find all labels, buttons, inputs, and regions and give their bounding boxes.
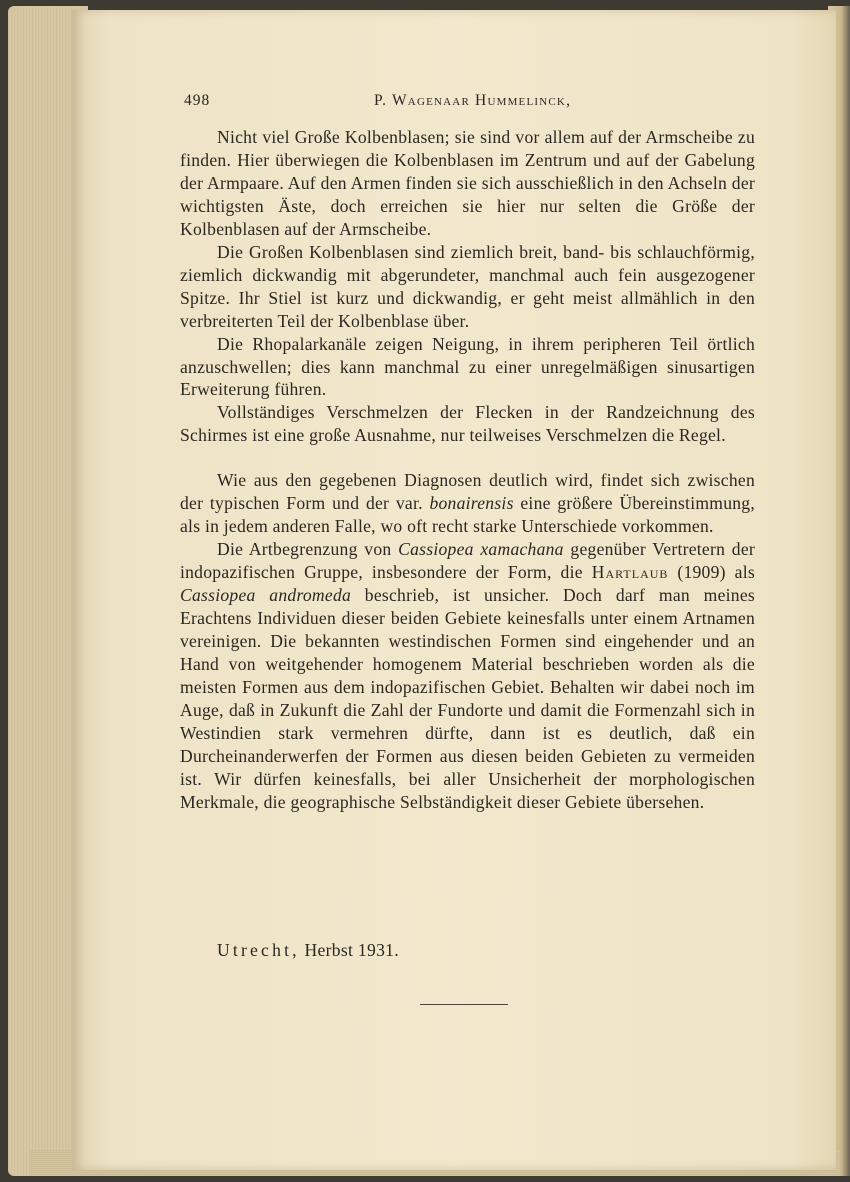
artbegrenzung-text-4: beschrieb, ist unsicher. Doch darf man meines Erachtens Individuen dieser beiden Gebiete keinesfalls unter einem Artnamen vereinigen. Die bekannten westindischen Formen sind eingehender und an Hand von weitgehender homogenem Material beschrieben worden als die meisten Formen aus dem indopazifischen Gebiet. Behalten wir dabei noch im Auge, daß in Zukunft die Zahl der Fundorte und damit die Formenzahl sich in Westindien stark vermehren dürfte, dann ist es deutlich, daß ein Durcheinanderwerfen der Formen aus diesen beiden Gebieten zu vermeiden ist. Wir dürfen keinesfalls, bei aller Unsicherheit der morphologischen Merkmale, die geographische Selbständigkeit dieser Gebiete übersehen.: [180, 585, 755, 812]
closing-date: Herbst 1931.: [304, 940, 399, 960]
artbegrenzung-text-1: Die Artbegrenzung von: [217, 539, 392, 560]
paragraph-randzeichnung: Vollständiges Verschmelzen der Flecken in der Randzeichnung des Schirmes ist eine große Ausnahme, nur teilweises Verschmelzen die Regel.: [180, 402, 755, 446]
variety-name-bonairensis: bonairensis: [429, 493, 514, 514]
paragraph-rhopalarkanaele: Die Rhopalarkanäle zeigen Neigung, in ihrem peripheren Teil örtlich anzuschwellen; dies kann manchmal zu einer unregelmäßigen sinusartigen Erweiterung führen.: [180, 333, 755, 400]
page-number: 498: [184, 92, 211, 109]
paragraph-diagnosen-text-1: Wie aus den gegebenen Diagnosen deutlich wird, findet sich zwischen der typischen Form und der var.: [180, 470, 755, 514]
closing-place-date: [217, 940, 399, 961]
paragraph-kolbenblasen-shape: Die Großen Kolbenblasen sind ziemlich breit, band- bis schlauchförmig, ziemlich dickwandig mit abgerundeter, manchmal auch fein ausgezogener Spitze. Ihr Stiel ist kurz und dickwandig, er geht meist allmählich in den verbreiterten Teil der Kolbenblase über.: [180, 241, 755, 331]
author-name-hartlaub: Hartlaub: [591, 562, 669, 583]
species-name-cassiopea-xamachana: Cassiopea xamachana: [398, 539, 564, 560]
paragraph-kolbenblasen-distribution: Nicht viel Große Kolbenblasen; sie sind vor allem auf der Armscheibe zu finden. Hier überwiegen die Kolbenblasen im Zentrum und auf der Gabelung der Armpaare. Auf den Armen finden sie sich ausschießlich in den Achseln der wichtigsten Äste, doch erreichen sie hier nur selten die Größe der Kolbenblasen auf der Armscheibe.: [180, 127, 755, 239]
artbegrenzung-text-2: gegenüber Vertretern der indopazifischen Gruppe, insbesondere der Form, die: [180, 539, 756, 583]
paragraph-artbegrenzung: [180, 538, 755, 813]
body-text: [180, 126, 755, 814]
closing-place: Utrecht,: [217, 940, 300, 960]
paragraph-diagnosen-text-2: eine größere Übereinstimmung, als in jedem anderen Falle, wo oft recht starke Unterschiede vorkommen.: [180, 493, 755, 537]
artbegrenzung-text-3: (1909) als: [677, 562, 755, 583]
species-name-cassiopea-andromeda: Cassiopea andromeda: [180, 585, 352, 606]
end-rule: [420, 1004, 508, 1005]
paragraph-diagnosen: [180, 469, 755, 538]
running-head-author: P. Wagenaar Hummelinck,: [374, 92, 572, 109]
